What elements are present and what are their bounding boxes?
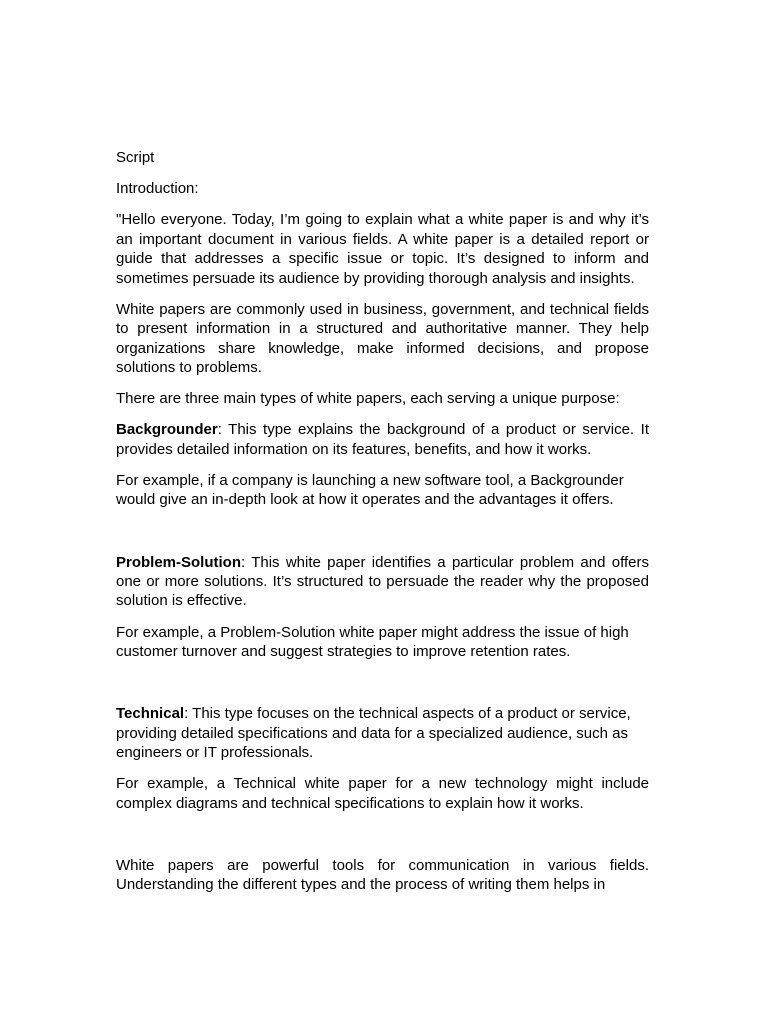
problem-solution-paragraph <box>116 553 649 611</box>
backgrounder-term: Backgrounder <box>116 421 218 439</box>
usage-paragraph: White papers are commonly used in business, government, and technical fields to present information in a structured and authoritative manner. They help organizations share knowledge, make informed decisions, and propose solutions to problems. <box>116 300 649 377</box>
conclusion-paragraph: White papers are powerful tools for communication in various fields. Understanding the different types and the process of writing them helps in <box>116 856 649 894</box>
spacer <box>116 673 649 704</box>
spacer <box>116 825 649 856</box>
script-heading: Script <box>116 149 155 166</box>
problem-solution-example: For example, a Problem-Solution white paper might address the issue of high customer turnover and suggest strategies to improve retention rates. <box>116 623 629 661</box>
backgrounder-paragraph <box>116 420 649 459</box>
technical-example: For example, a Technical white paper for a new technology might include complex diagrams and technical specifications to explain how it works. <box>116 775 649 812</box>
intro-paragraph: "Hello everyone. Today, I’m going to explain what a white paper is and why it’s an important document in various fields. A white paper is a detailed report or guide that addresses a specific issue or topic. It’s designed to inform and sometimes persuade its audience by providing thorough analysis and insights. <box>116 211 649 287</box>
technical-term: Technical <box>116 705 185 723</box>
introduction-label: Introduction: <box>116 180 199 198</box>
problem-solution-description: : This white paper identifies a particular problem and offers one or more solutions. It’s structured to persuade the reader why the proposed solution is effective. <box>116 553 649 610</box>
document-body <box>116 148 649 907</box>
types-paragraph: There are three main types of white papers, each serving a unique purpose: <box>116 390 620 408</box>
technical-description: : This type focuses on the technical aspects of a product or service, providing detailed specifications and data for a specialized audience, such as engineers or IT professionals. <box>116 705 631 762</box>
backgrounder-example: For example, if a company is launching a new software tool, a Backgrounder would give an in-depth look at how it operates and the advantages it offers. <box>116 472 624 509</box>
problem-solution-term: Problem-Solution <box>116 553 241 571</box>
spacer <box>116 522 649 553</box>
backgrounder-description: : This type explains the background of a product or service. It provides detailed information on its features, benefits, and how it works. <box>116 421 649 458</box>
technical-paragraph <box>116 704 649 762</box>
